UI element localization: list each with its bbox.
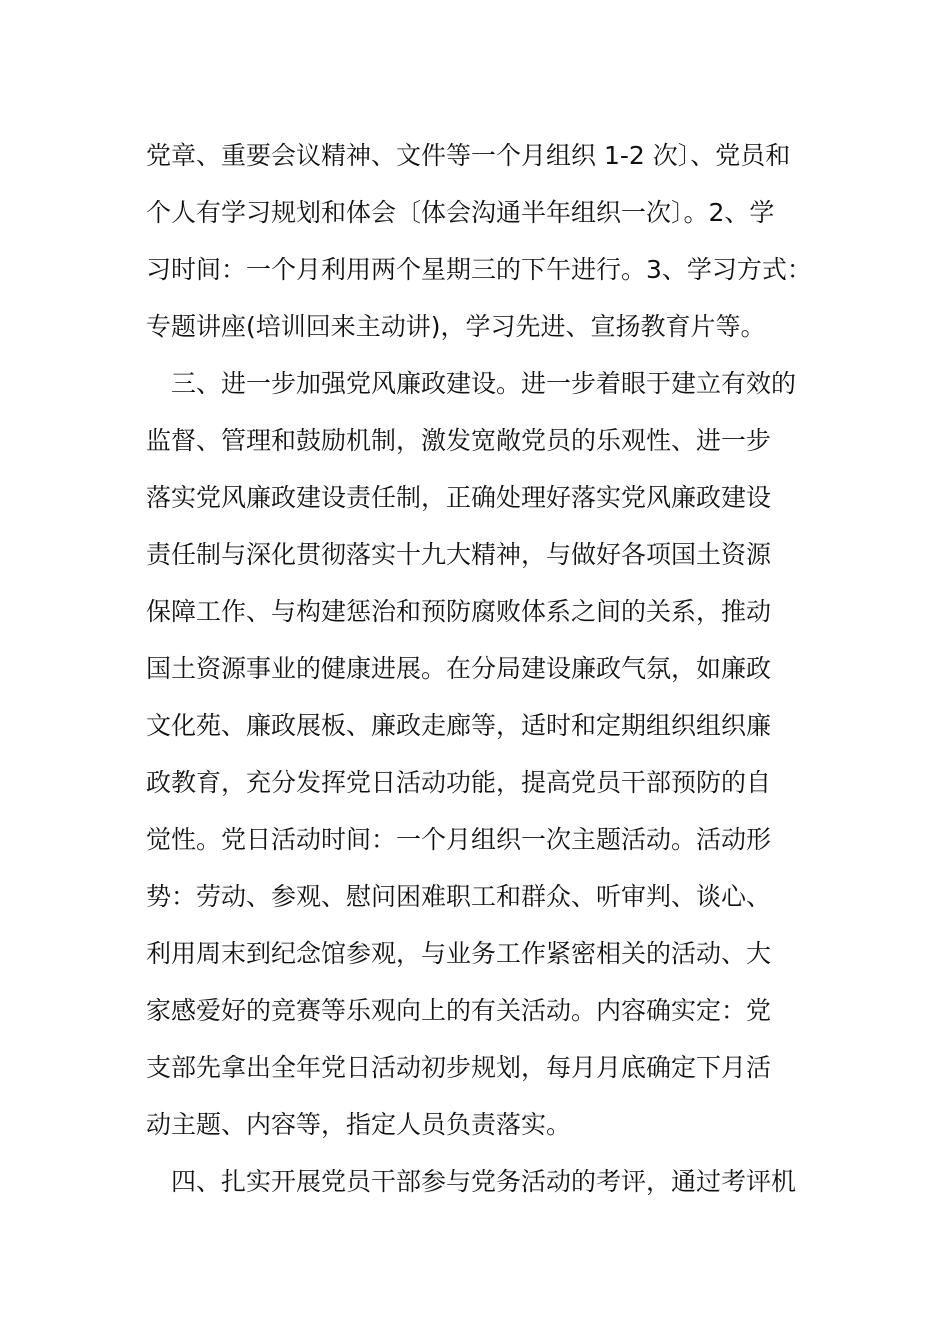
text-line: 责任制与深化贯彻落实十九大精神，与做好各项国土资源 [146,540,772,569]
section-heading-line: 三、进一步加强党风廉政建设。进一步着眼于建立有效的 [171,369,797,398]
text-line: 专题讲座(培训回来主动讲)，学习先进、宣扬教育片等。 [146,312,766,341]
text-line: 支部先拿出全年党日活动初步规划，每月月底确定下月活 [146,1053,772,1082]
text-line: 动主题、内容等，指定人员负责落实。 [146,1110,572,1139]
text-line: 势：劳动、参观、慰问困难职工和群众、听审判、谈心、 [146,882,772,911]
text-line: 政教育，充分发挥党日活动功能，提高党员干部预防的自 [146,768,772,797]
text-line: 保障工作、与构建惩治和预防腐败体系之间的关系，推动 [146,597,772,626]
text-line: 家感爱好的竞赛等乐观向上的有关活动。内容确实定：党 [146,996,772,1025]
text-line: 党章、重要会议精神、文件等一个月组织 1-2 次〕、党员和 [146,141,791,170]
text-line: 监督、管理和鼓励机制，激发宽敞党员的乐观性、进一步 [146,426,772,455]
text-line: 觉性。党日活动时间：一个月组织一次主题活动。活动形 [146,825,772,854]
text-line: 习时间：一个月利用两个星期三的下午进行。3、学习方式： [146,255,812,284]
document-body [146,127,810,1210]
text-line: 利用周末到纪念馆参观，与业务工作紧密相关的活动、大 [146,939,772,968]
text-line: 落实党风廉政建设责任制，正确处理好落实党风廉政建设 [146,483,772,512]
section-heading-line: 四、扎实开展党员干部参与党务活动的考评，通过考评机 [171,1167,797,1196]
text-line: 个人有学习规划和体会〔体会沟通半年组织一次〕。2、学 [146,198,775,227]
text-line: 国土资源事业的健康进展。在分局建设廉政气氛，如廉政 [146,654,772,683]
text-line: 文化苑、廉政展板、廉政走廊等，适时和定期组织组织廉 [146,711,772,740]
